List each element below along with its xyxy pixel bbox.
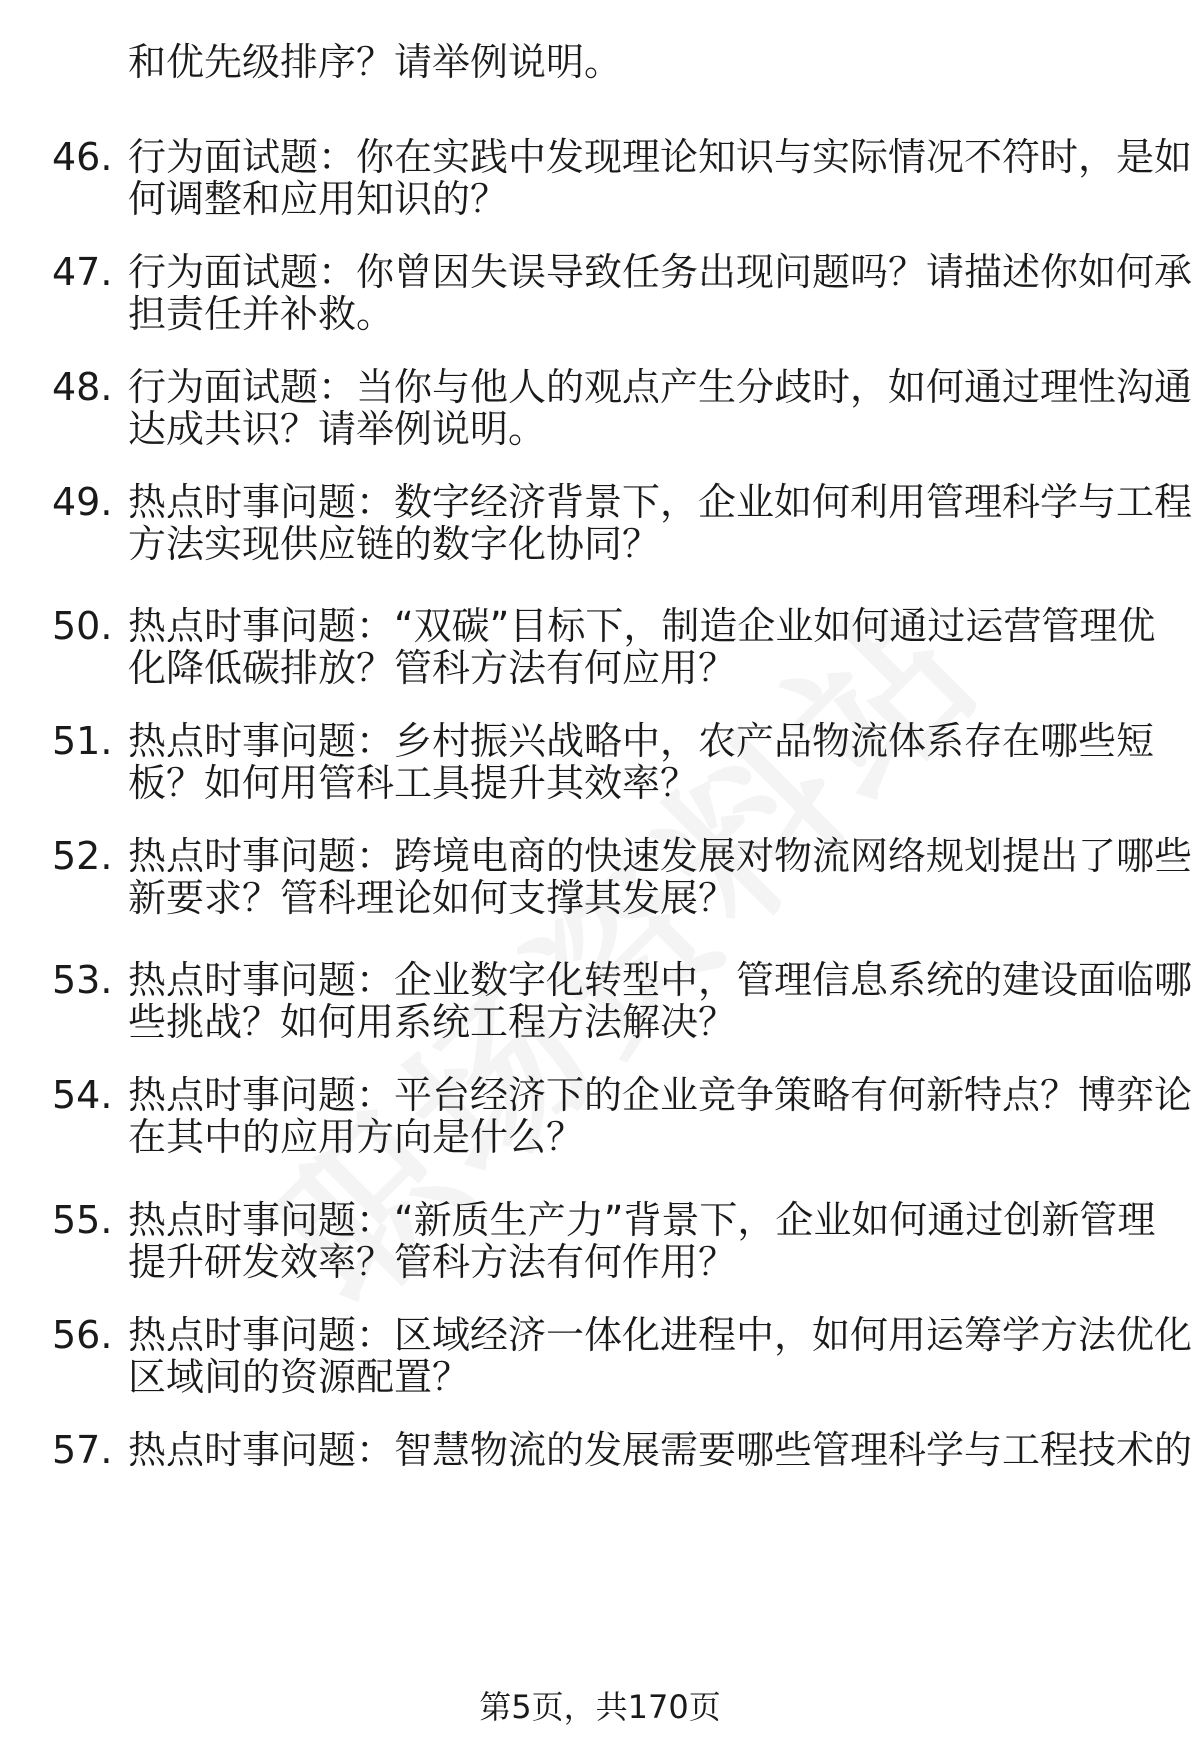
question-text-line: 热点时事问题：智慧物流的发展需要哪些管理科学与工程技术的	[128, 1428, 1193, 1472]
question-text-line: 热点时事问题：“双碳”目标下，制造企业如何通过运营管理优	[128, 604, 1156, 648]
question-text-line: 热点时事问题：数字经济背景下，企业如何利用管理科学与工程	[128, 480, 1193, 524]
question-number: 46.	[52, 135, 113, 179]
question-text-line: 热点时事问题：“新质生产力”背景下，企业如何通过创新管理	[128, 1198, 1156, 1242]
question-number: 54.	[52, 1073, 113, 1117]
question-number: 53.	[52, 958, 113, 1002]
question-number: 50.	[52, 604, 113, 648]
question-text-line: 热点时事问题：乡村振兴战略中，农产品物流体系存在哪些短	[128, 719, 1155, 763]
question-text-line: 些挑战？如何用系统工程方法解决？	[128, 1000, 737, 1044]
question-text-line: 热点时事问题：区域经济一体化进程中，如何用运筹学方法优化	[128, 1313, 1193, 1357]
question-text-line: 区域间的资源配置？	[128, 1355, 471, 1399]
continuation-line: 和优先级排序？请举例说明。	[128, 40, 623, 84]
question-text-line: 提升研发效率？管科方法有何作用？	[128, 1240, 737, 1284]
question-number: 51.	[52, 719, 113, 763]
question-number: 48.	[52, 365, 113, 409]
question-text-line: 热点时事问题：跨境电商的快速发展对物流网络规划提出了哪些	[128, 834, 1193, 878]
page-footer: 第5页，共170页	[479, 1688, 721, 1726]
question-number: 55.	[52, 1198, 113, 1242]
question-text-line: 担责任并补救。	[128, 292, 395, 336]
question-text-line: 何调整和应用知识的？	[128, 177, 509, 221]
question-number: 57.	[52, 1428, 113, 1472]
question-text-line: 新要求？管科理论如何支撑其发展？	[128, 876, 737, 920]
question-text-line: 在其中的应用方向是什么？	[128, 1115, 585, 1159]
question-text-line: 板？如何用管科工具提升其效率？	[128, 761, 699, 805]
question-number: 49.	[52, 480, 113, 524]
question-text-line: 热点时事问题：企业数字化转型中，管理信息系统的建设面临哪	[128, 958, 1193, 1002]
question-number: 47.	[52, 250, 113, 294]
question-number: 52.	[52, 834, 113, 878]
question-text-line: 行为面试题：当你与他人的观点产生分歧时，如何通过理性沟通	[128, 365, 1193, 409]
question-text-line: 热点时事问题：平台经济下的企业竞争策略有何新特点？博弈论	[128, 1073, 1193, 1117]
question-text-line: 化降低碳排放？管科方法有何应用？	[128, 646, 737, 690]
question-text-line: 行为面试题：你在实践中发现理论知识与实际情况不符时，是如	[128, 135, 1193, 179]
question-text-line: 方法实现供应链的数字化协同？	[128, 522, 661, 566]
question-text-line: 达成共识？请举例说明。	[128, 407, 547, 451]
question-text-line: 行为面试题：你曾因失误导致任务出现问题吗？请描述你如何承	[128, 250, 1193, 294]
question-number: 56.	[52, 1313, 113, 1357]
